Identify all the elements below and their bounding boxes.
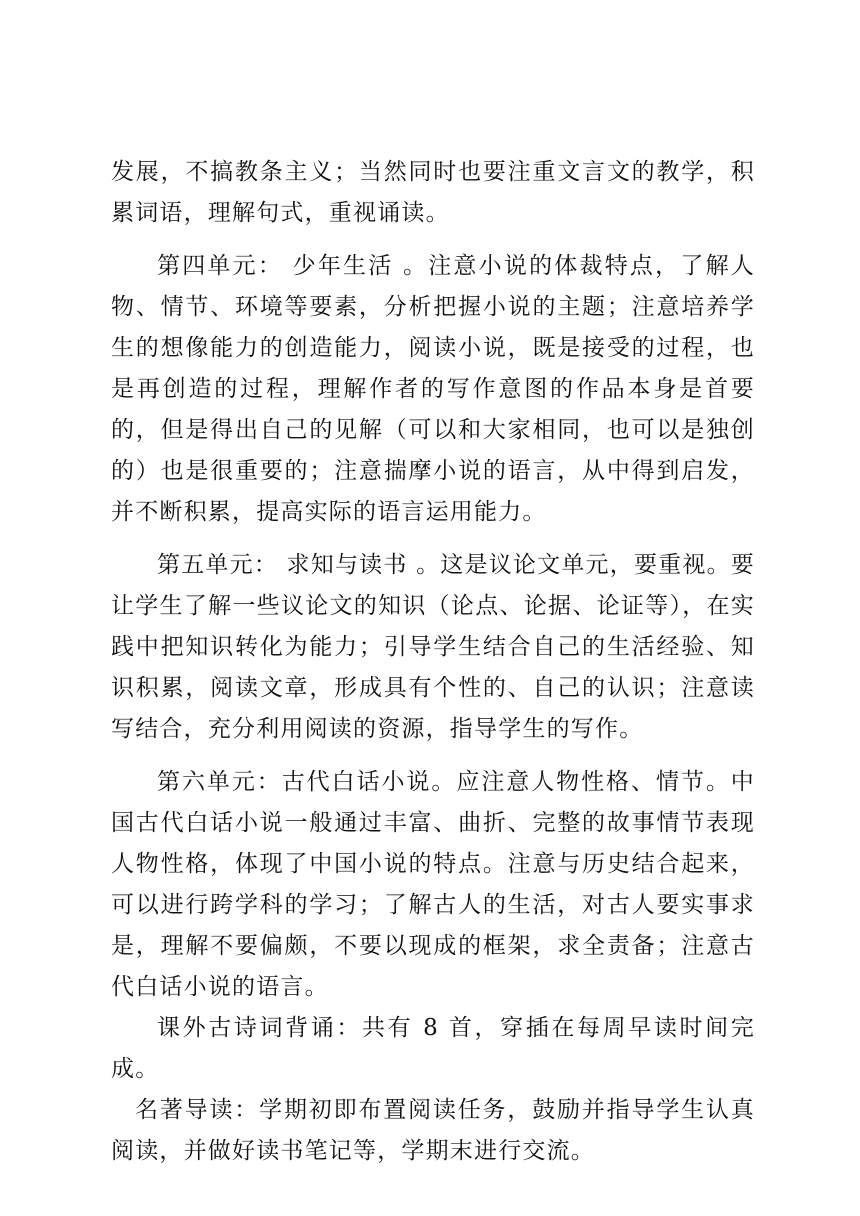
paragraph-classic-reading: 名著导读：学期初即布置阅读任务，鼓励并指导学生认真阅读，并做好读书笔记等，学期末进行交流。 (111, 1097, 755, 1164)
paragraph-poetry-recitation: 课外古诗词背诵：共有 8 首，穿插在每周早读时间完成。 (111, 1015, 755, 1082)
paragraph-unit-four: 第四单元： 少年生活 。注意小说的体裁特点，了解人物、情节、环境等要素，分析把握小说的主题；注意培养学生的想像能力的创造能力，阅读小说，既是接受的过程，也是再创造的过程，理解作者的写作意图的作品本身是首要的，但是得出自己的见解（可以和大家相同，也可以是独创的）也是很重要的；注意揣摩小说的语言，从中得到启发，并不断积累，提高实际的语言运用能力。 (111, 253, 755, 525)
document-page (111, 152, 755, 1172)
paragraph-unit-six: 第六单元：古代白话小说。应注意人物性格、情节。中国古代白话小说一般通过丰富、曲折、完整的故事情节表现人物性格，体现了中国小说的特点。注意与历史结合起来，可以进行跨学科的学习；了解古人的生活，对古人要实事求是，理解不要偏颇，不要以现成的框架，求全责备；注意古代白话小说的语言。 (111, 769, 755, 1000)
paragraph-continuation: 发展，不搞教条主义；当然同时也要注重文言文的教学，积累词语，理解句式，重视诵读。 (111, 159, 755, 226)
paragraph-unit-five: 第五单元： 求知与读书 。这是议论文单元，要重视。要让学生了解一些议论文的知识（论点、论据、论证等），在实践中把知识转化为能力；引导学生结合自己的生活经验、知识积累，阅读文章，形成具有个性的、自己的认识；注意读写结合，充分利用阅读的资源，指导学生的写作。 (111, 552, 755, 742)
